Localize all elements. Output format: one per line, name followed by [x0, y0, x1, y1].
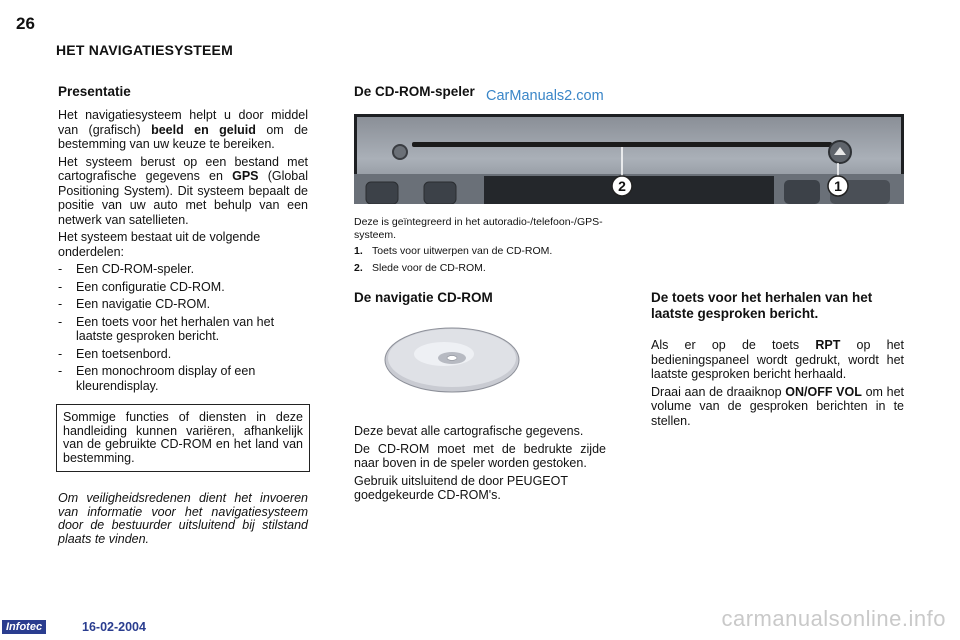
- components-list: [58, 262, 308, 393]
- callout-2: 2: [618, 178, 626, 194]
- cd-insert-paragraph: De CD-ROM moet met de bedrukte zijde naar boven in de speler worden gestoken.: [354, 441, 606, 470]
- list-item: - Een configuratie CD-ROM.: [58, 279, 225, 294]
- list-item: - Een monochroom display of een kleurendisplay.: [58, 364, 256, 393]
- list-item: - Een toetsenbord.: [58, 346, 172, 361]
- cd-slot: [412, 142, 832, 147]
- cd-approved-paragraph: Gebruik uitsluitend de door PEUGEOT goedgekeurde CD-ROM's.: [354, 473, 568, 502]
- cd-disc-image: [382, 324, 522, 399]
- infotec-logo: Infotec: [2, 620, 46, 634]
- repeat-button-heading: De toets voor het herhalen van het laatste gesproken bericht.: [651, 290, 873, 321]
- legend-item: 1. Toets voor uitwerpen van de CD-ROM.: [354, 245, 553, 257]
- cd-contents-paragraph: Deze bevat alle cartografische gegevens.: [354, 424, 584, 438]
- section-title: HET NAVIGATIESYSTEEM: [56, 42, 233, 58]
- legend-item: 2. Slede voor de CD-ROM.: [354, 261, 486, 274]
- cd-player-heading: De CD-ROM-speler: [354, 84, 475, 99]
- cd-player-caption-block: [354, 216, 606, 274]
- note-box: Sommige functies of diensten in deze handleiding kunnen variëren, afhankelijk van de gebruikte CD-ROM en het land van bestemming.: [56, 404, 310, 472]
- list-item: - Een CD-ROM-speler.: [58, 262, 195, 276]
- page-number: 26: [16, 14, 35, 33]
- cd-player-photo: [354, 114, 904, 204]
- intro-paragraph: Het navigatiesysteem helpt u door middel van (grafisch) beeld en geluid om de bestemming van uw keuze te bereiken.: [58, 108, 308, 151]
- system-paragraph: Het systeem berust op een bestand met cartografische gegevens en GPS (Global Positioning System). Dit systeem bepaalt de positie van uw auto met behulp van een netwerk van satellieten.: [58, 154, 308, 227]
- components-intro: Het systeem bestaat uit de volgende onderdelen:: [58, 230, 261, 259]
- navigation-cd-text: [354, 424, 606, 506]
- presentatie-heading: Presentatie: [58, 84, 131, 99]
- list-item: - Een navigatie CD-ROM.: [58, 297, 211, 311]
- carmanuals-watermark: CarManuals2.com: [486, 88, 604, 104]
- rpt-paragraph: Als er op de toets RPT op het bedieningspaneel wordt gedrukt, wordt het laatste gesproken bericht herhaald.: [651, 338, 904, 381]
- left-column: [58, 84, 308, 396]
- cd-player-caption: Deze is geïntegreerd in het autoradio-/telefoon-/GPS-systeem.: [354, 216, 603, 241]
- safety-note: Om veiligheidsredenen dient het invoeren van informatie voor het navigatiesysteem door de bestuurder uitsluitend bij stilstand plaats te vinden.: [58, 491, 308, 546]
- callout-1: 1: [834, 178, 842, 194]
- navigation-cd-heading: De navigatie CD-ROM: [354, 290, 493, 305]
- volume-paragraph: Draai aan de draaiknop ON/OFF VOL om het volume van de gesproken berichten in te stellen.: [651, 384, 905, 428]
- publication-date: 16-02-2004: [82, 620, 146, 634]
- carmanualsonline-watermark: carmanualsonline.info: [721, 606, 946, 631]
- repeat-button-text: [651, 338, 904, 431]
- list-item: - Een toets voor het herhalen van het laatste gesproken bericht.: [58, 314, 275, 343]
- cd-disc-icon: [382, 324, 522, 394]
- cd-player-illustration: [354, 114, 904, 204]
